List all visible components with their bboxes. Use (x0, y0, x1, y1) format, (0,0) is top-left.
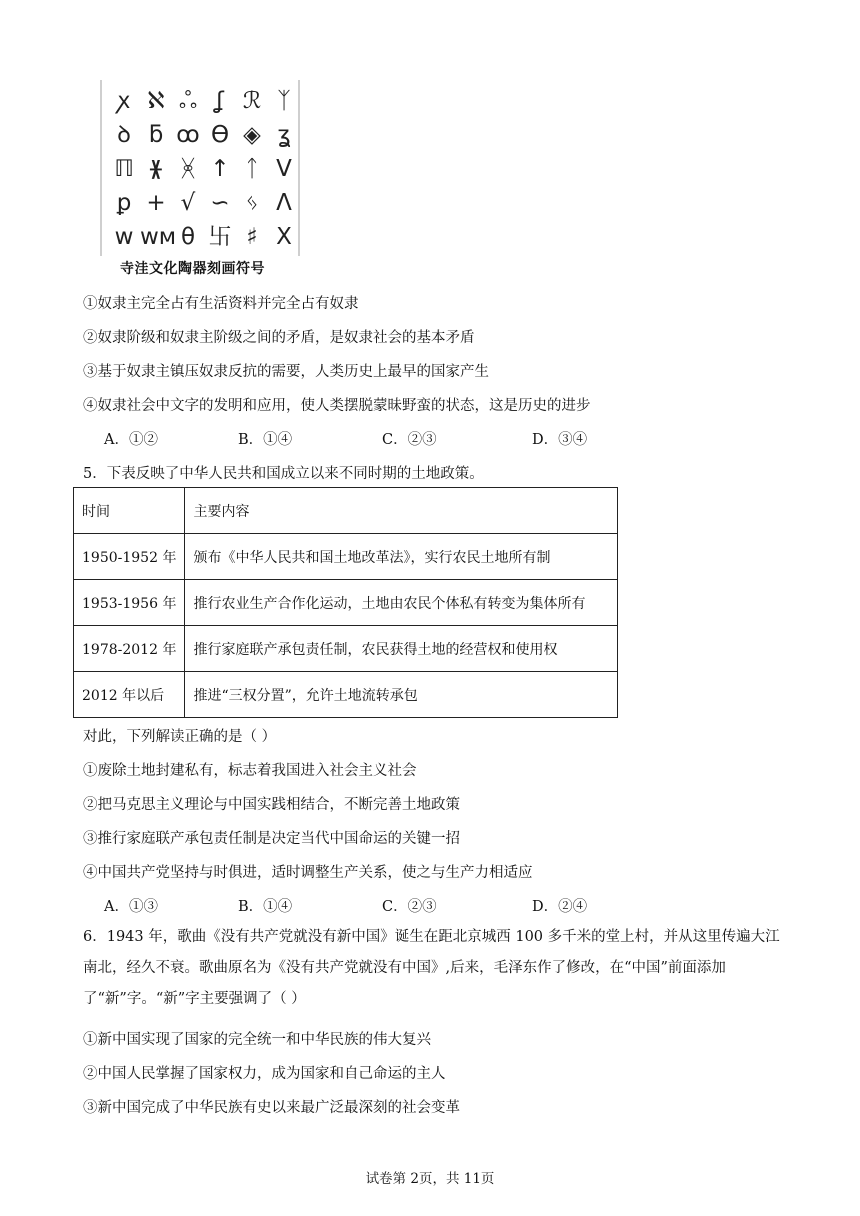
q5-option-c[interactable]: C．②③ (382, 899, 437, 915)
pottery-symbol: ƃ (148, 122, 164, 148)
pottery-symbol: ϴ (210, 122, 230, 148)
table-cell-time: 2012 年以后 (74, 672, 185, 718)
q5-statement-1: ①废除土地封建私有，标志着我国进入社会主义社会 (83, 763, 417, 779)
figure-caption: 寺洼文化陶器刻画符号 (120, 261, 265, 277)
pottery-symbol: ᚕ (150, 156, 162, 182)
q4-option-b[interactable]: B．①④ (238, 432, 293, 448)
table-header-content: 主要内容 (185, 488, 618, 534)
land-policy-table (73, 487, 618, 718)
q5-question: 对此，下列解读正确的是（ ） (83, 729, 277, 745)
table-row (74, 626, 618, 672)
q4-statement-2: ②奴隶阶级和奴隶主阶级之间的矛盾，是奴隶社会的基本矛盾 (83, 330, 475, 346)
pottery-symbol: ʆ (216, 88, 224, 114)
page-footer: 试卷第 2页，共 11页 (365, 1171, 495, 1187)
q5-option-d[interactable]: D．②④ (532, 899, 588, 915)
pottery-symbol: ꝏ (176, 122, 200, 148)
table-cell-time: 1950-1952 年 (74, 534, 185, 580)
q4-option-d[interactable]: D．③④ (532, 432, 588, 448)
pottery-symbol: ᚸ (181, 156, 195, 182)
pottery-symbol: ♯ (246, 224, 258, 250)
pottery-symbol: ʓ (277, 122, 291, 148)
pottery-symbol: ◈ (243, 122, 261, 148)
pottery-symbol: ᴡᴍ (140, 224, 177, 250)
pottery-symbol: ꝺ (117, 122, 131, 148)
pottery-symbol: + (146, 190, 166, 216)
q6-statement-3: ③新中国完成了中华民族有史以来最广泛最深刻的社会变革 (83, 1100, 460, 1116)
q4-statement-3: ③基于奴隶主镇压奴隶反抗的需要，人类历史上最早的国家产生 (83, 364, 489, 380)
q6-stem: 6．1943 年，歌曲《没有共产党就没有新中国》诞生在距北京城西 100 多千米的堂上村，并从这里传遍大江南北，经久不衰。歌曲原名为《没有共产党就没有中国》,后来，毛泽东作了修改，在“中国”前面添加了“新”字。“新”字主要强调了（ ） (83, 929, 780, 1007)
table-cell-content: 推行农业生产合作化运动，土地由农民个体私有转变为集体所有 (185, 580, 618, 626)
q4-option-a[interactable]: A．①② (104, 432, 158, 448)
pottery-symbol: ஃ (178, 88, 198, 114)
table-header-row (74, 488, 618, 534)
q5-stem: 5．下表反映了中华人民共和国成立以来不同时期的土地政策。 (83, 466, 484, 482)
q4-option-c[interactable]: C．②③ (382, 432, 437, 448)
pottery-symbol: ℵ (147, 88, 165, 114)
table-cell-content: 推进“三权分置”，允许土地流转承包 (185, 672, 618, 718)
pottery-symbol: √ (180, 190, 196, 216)
q5-option-b[interactable]: B．①④ (238, 899, 293, 915)
q5-option-a[interactable]: A．①③ (104, 899, 158, 915)
pottery-symbol: ℛ (242, 88, 262, 114)
pottery-symbol: Λ (276, 190, 292, 216)
pottery-symbol: ℿ (114, 156, 134, 182)
table-header-time: 时间 (74, 488, 185, 534)
pottery-symbols-figure (100, 80, 300, 256)
pottery-symbol: X (276, 224, 292, 250)
table-cell-content: 推行家庭联产承包责任制，农民获得土地的经营权和使用权 (185, 626, 618, 672)
pottery-symbol: 卐 (208, 224, 232, 250)
table-row (74, 534, 618, 580)
pottery-symbol: ᛃ (245, 190, 259, 216)
table-row (74, 672, 618, 718)
q5-statement-4: ④中国共产党坚持与时俱进，适时调整生产关系，使之与生产力相适应 (83, 865, 533, 881)
pottery-symbol: ∽ (210, 190, 230, 216)
q5-statement-3: ③推行家庭联产承包责任制是决定当代中国命运的关键一招 (83, 831, 460, 847)
q4-statement-4: ④奴隶社会中文字的发明和应用，使人类摆脱蒙昧野蛮的状态，这是历史的进步 (83, 398, 591, 414)
q4-statement-1: ①奴隶主完全占有生活资料并完全占有奴隶 (83, 296, 359, 312)
q6-statement-2: ②中国人民掌握了国家权力，成为国家和自己命运的主人 (83, 1066, 446, 1082)
pottery-symbol: θ (180, 224, 196, 250)
symbol-grid (108, 84, 300, 254)
pottery-symbol: ꭗ (117, 88, 131, 114)
q6-statement-1: ①新中国实现了国家的完全统一和中华民族的伟大复兴 (83, 1032, 431, 1048)
pottery-symbol: w (114, 224, 134, 250)
table-cell-content: 颁布《中华人民共和国土地改革法》，实行农民土地所有制 (185, 534, 618, 580)
table-cell-time: 1978-2012 年 (74, 626, 185, 672)
pottery-symbol: V (276, 156, 292, 182)
table-row (74, 580, 618, 626)
pottery-symbol: ꝑ (116, 190, 132, 216)
q5-statement-2: ②把马克思主义理论与中国实践相结合，不断完善土地政策 (83, 797, 460, 813)
pottery-symbol: ᛉ (277, 88, 291, 114)
table-cell-time: 1953-1956 年 (74, 580, 185, 626)
pottery-symbol: ᛏ (245, 156, 259, 182)
pottery-symbol: ↑ (210, 156, 230, 182)
